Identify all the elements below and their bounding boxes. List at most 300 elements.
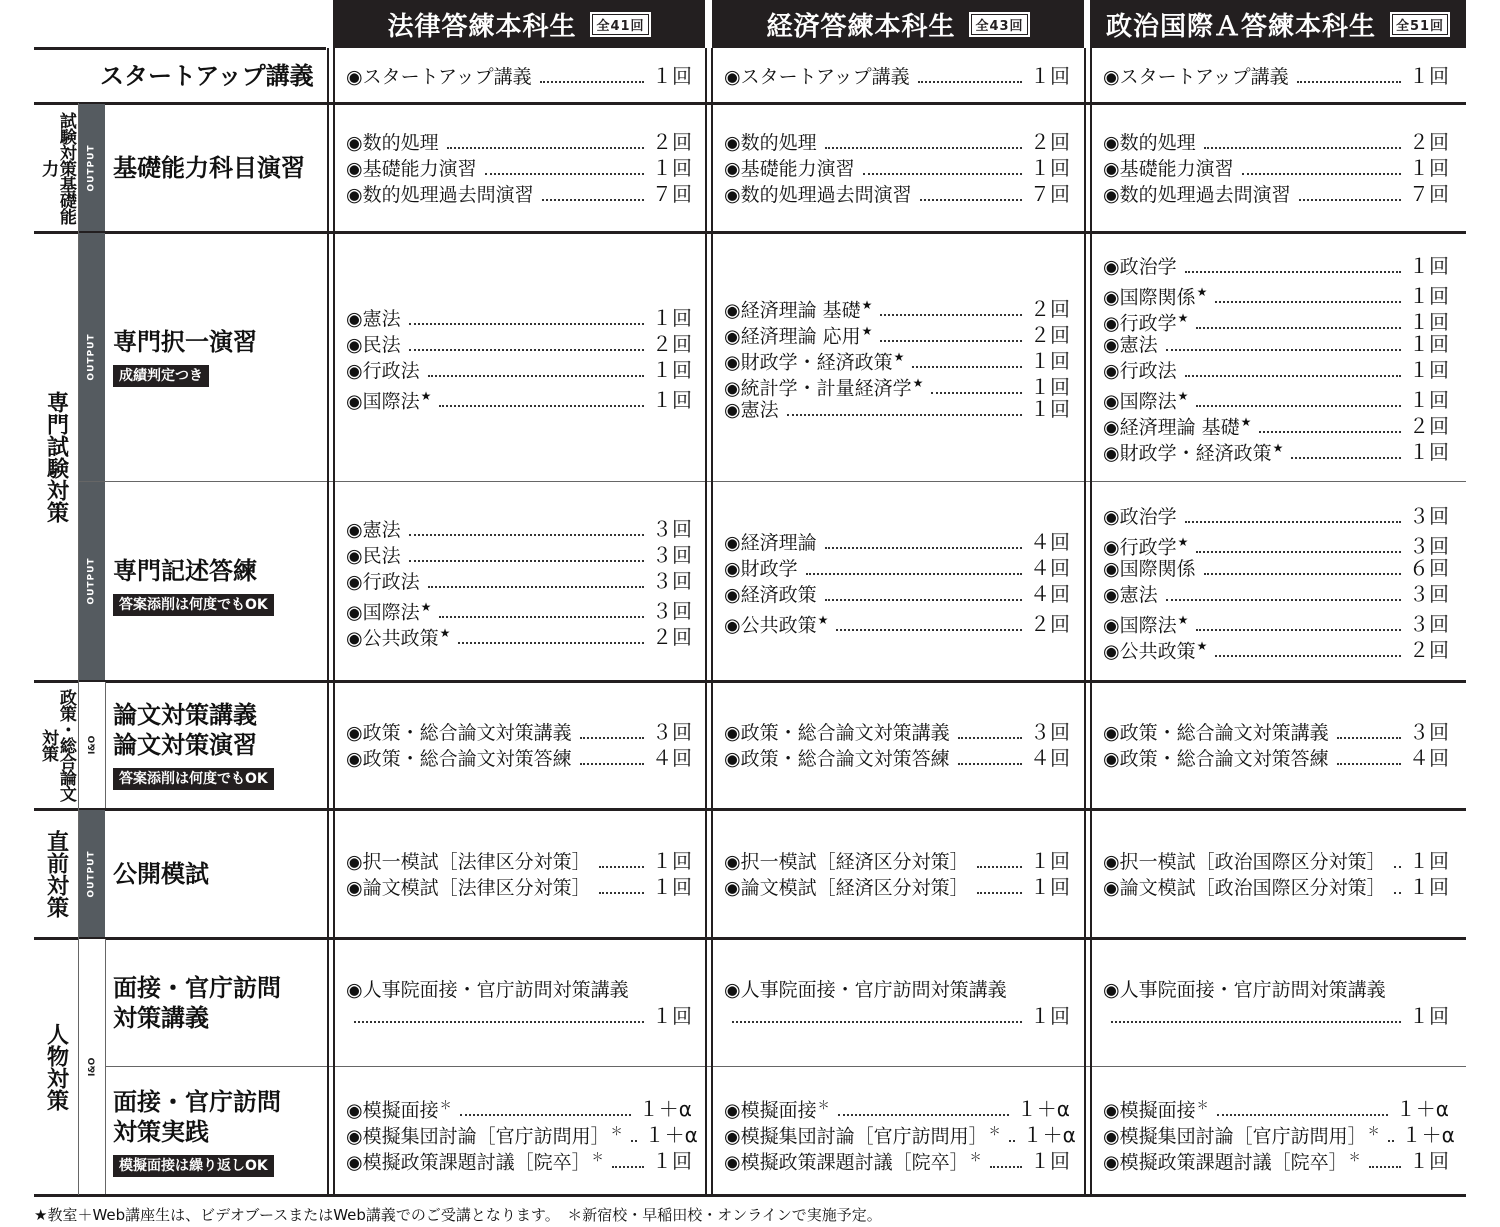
leader-dots (580, 737, 644, 739)
course-item-name (724, 875, 969, 901)
course-item-count: １回 (1409, 310, 1449, 335)
footnote-mark: ★ (817, 613, 829, 627)
header-law (333, 0, 705, 48)
leader-dots (1369, 1166, 1401, 1168)
leader-dots (732, 1021, 1022, 1023)
course-item-label: ◉基礎能力演習 (724, 157, 855, 180)
course-item-count: １回 (652, 155, 692, 180)
course-item (1103, 181, 1449, 207)
course-item (1103, 383, 1449, 413)
course-item-label: ◉国際法 (346, 601, 420, 624)
leader-dots (880, 314, 1022, 316)
leader-dots (409, 534, 644, 536)
course-item-name (1103, 504, 1177, 530)
course-item-label: ◉政治学 (1103, 256, 1177, 278)
leader-dots (787, 414, 1022, 416)
rule (78, 1066, 1466, 1067)
course-item-label: ◉公共政策 (346, 627, 439, 650)
leader-dots (1215, 655, 1401, 657)
leader-dots (958, 737, 1022, 739)
course-item-name (724, 746, 950, 772)
leader-dots (912, 366, 1022, 368)
course-item-name (346, 875, 591, 901)
course-cell-kiso (346, 105, 692, 230)
course-item (346, 1118, 698, 1147)
course-item-name (346, 746, 572, 772)
course-item (724, 1003, 1070, 1029)
leader-dots (1259, 431, 1401, 433)
leader-dots (460, 1114, 631, 1116)
course-item-label: ◉模擬政策課題討議［院卒］ (724, 1150, 969, 1173)
course-item (724, 529, 1070, 555)
leader-dots (542, 199, 644, 201)
footnote-mark: ★ (1177, 535, 1189, 549)
course-item (346, 63, 692, 89)
footnote-mark: ＊ (988, 1123, 1001, 1138)
course-item-name (724, 130, 817, 156)
course-item-count: １＋α (638, 1096, 692, 1121)
course-cell-takuitsu (1103, 234, 1449, 480)
io-strip: I&O (79, 682, 106, 808)
course-cell-kijutsu (1103, 483, 1449, 679)
course-item-name: ◉人事院面接・官庁訪問対策講義 (1103, 979, 1386, 1001)
course-item-label: ◉模擬集団討論［官庁訪問用］ (724, 1124, 988, 1147)
course-item-count: １回 (1409, 254, 1449, 278)
leader-dots (825, 599, 1022, 601)
course-item (346, 542, 692, 568)
leader-dots (918, 81, 1022, 83)
leader-dots (485, 173, 644, 175)
leader-dots (825, 547, 1022, 549)
row-title-moshi: 公開模試 (113, 860, 209, 888)
course-item-count: １回 (1030, 1004, 1070, 1028)
course-item-label: ◉模擬集団討論［官庁訪問用］ (1103, 1124, 1367, 1147)
course-item-label: ◉憲法 (1103, 334, 1158, 356)
course-item-name (724, 156, 855, 182)
course-item-label: ◉論文模試［政治国際区分対策］ (1103, 876, 1386, 899)
course-item-label: ◉財政学・経済政策 (1103, 442, 1272, 465)
course-item-label: ◉基礎能力演習 (1103, 157, 1234, 180)
course-item-count: ３回 (652, 543, 692, 567)
leader-dots (1196, 551, 1401, 553)
group-label-senmon: 専門試験対策 (43, 390, 69, 523)
row-title-mensetsu-lec (113, 973, 281, 1033)
course-cell-kiso (724, 105, 1070, 230)
course-item-name (346, 156, 477, 182)
course-item-label: ◉スタートアップ講義 (346, 65, 532, 88)
course-item (1103, 409, 1449, 439)
course-item-count: ２回 (1030, 612, 1070, 637)
course-item-count: １回 (1409, 388, 1449, 413)
leader-dots (1196, 327, 1401, 329)
row-tag: 成績判定つき (113, 365, 209, 387)
course-item-count: １回 (652, 63, 692, 88)
leader-dots (428, 586, 644, 588)
footnote-mark: ★ (420, 600, 432, 614)
output-strip: OUTPUT (79, 233, 105, 481)
footnote: ★教室＋Web講座生は、ビデオブースまたはWeb講義でのご受講となります。 ＊新宿校・早稲田校・オンラインで実施予定。 (34, 1206, 882, 1224)
course-item-count: ２回 (652, 129, 692, 154)
footnote-mark: ＊ (610, 1123, 623, 1138)
course-item-count: １回 (1030, 874, 1070, 899)
course-item-name (346, 620, 450, 651)
footnote-mark: ★ (1177, 389, 1189, 403)
course-item (724, 155, 1070, 181)
output-strip: OUTPUT (79, 810, 105, 937)
course-item (724, 719, 1070, 745)
footnote-mark: ★ (893, 350, 905, 364)
course-item (346, 848, 692, 874)
course-cell-moshi (1103, 811, 1449, 936)
footnote-mark: ★ (861, 298, 873, 312)
course-item-name (1103, 582, 1158, 608)
course-item-name (346, 849, 591, 875)
course-item (724, 181, 1070, 207)
leader-dots (1196, 629, 1401, 631)
row-title-text: 論文対策講義 (113, 701, 257, 729)
course-item-label: ◉経済理論 基礎 (1103, 416, 1240, 439)
course-item (724, 63, 1070, 89)
course-item-count: ３回 (1409, 534, 1449, 559)
course-item-count: １＋α (1395, 1096, 1449, 1121)
header-badge: 全43回 (969, 12, 1029, 37)
footnote-mark: ＊ (439, 1097, 452, 1112)
course-item-name (1103, 849, 1386, 875)
output-strip: OUTPUT (79, 104, 105, 231)
course-item-name (1103, 720, 1329, 746)
row-title-kijutsu (113, 556, 274, 616)
course-item (1103, 63, 1449, 89)
course-item-label: ◉択一模試［経済区分対策］ (724, 850, 969, 873)
course-item-label: ◉基礎能力演習 (346, 157, 477, 180)
course-item (1103, 1118, 1455, 1147)
course-item-count: １回 (1409, 155, 1449, 180)
course-item-count: １回 (1409, 63, 1449, 88)
course-item-label: ◉行政法 (1103, 360, 1177, 382)
course-item (724, 1144, 1070, 1173)
course-item (724, 745, 1070, 771)
footnote-mark: ★ (1177, 613, 1189, 627)
leader-dots (458, 642, 644, 644)
course-item-label: ◉財政学・経済政策 (724, 351, 893, 374)
leader-dots (354, 1021, 644, 1023)
course-cell-moshi (346, 811, 692, 936)
course-item-count: ３回 (1409, 504, 1449, 528)
row-title-text: 対策講義 (113, 1004, 209, 1032)
footnote-mark: ★ (1196, 285, 1208, 299)
course-item-label: ◉模擬政策課題討議［院卒］ (1103, 1150, 1348, 1173)
course-item (1103, 607, 1449, 637)
course-item-count: １回 (1030, 63, 1070, 88)
course-item (1103, 529, 1449, 559)
course-item-count: ４回 (1030, 556, 1070, 580)
output-strip: OUTPUT (79, 482, 105, 680)
course-item-name: ◉人事院面接・官庁訪問対策講義 (724, 979, 1007, 1001)
leader-dots (612, 1166, 644, 1168)
course-item (1103, 1092, 1449, 1121)
course-item-name (1103, 556, 1196, 582)
course-cell-mensetsu-lec (346, 940, 692, 1065)
leader-dots (1291, 457, 1401, 459)
course-item-name (1103, 182, 1291, 208)
course-item-count: ６回 (1409, 556, 1449, 580)
course-item-label: ◉経済理論 応用 (724, 325, 861, 348)
course-item-label: ◉論文模試［経済区分対策］ (724, 876, 969, 899)
course-item-label: ◉択一模試［政治国際区分対策］ (1103, 850, 1386, 873)
leader-dots (863, 173, 1022, 175)
course-item-count: ４回 (1030, 582, 1070, 606)
footnote-mark: ★ (1177, 311, 1189, 325)
course-item (724, 555, 1070, 581)
course-item (724, 370, 1070, 400)
course-item-name (346, 543, 401, 569)
course-item-count: ７回 (1409, 181, 1449, 206)
course-item-label: ◉模擬面接 (346, 1098, 439, 1121)
course-item-count: １回 (1409, 1148, 1449, 1173)
course-item-label: ◉模擬面接 (1103, 1098, 1196, 1121)
course-item-name (1103, 254, 1177, 280)
rule (78, 481, 1466, 482)
course-item-name (346, 358, 420, 384)
course-item-name (346, 182, 534, 208)
course-item-count: ３回 (1409, 612, 1449, 637)
course-item (1103, 745, 1449, 771)
course-item-name (1103, 156, 1234, 182)
course-item-count: ３回 (652, 517, 692, 541)
leader-dots (1166, 599, 1401, 601)
course-item (1103, 633, 1449, 663)
leader-dots (1297, 81, 1401, 83)
course-item-label: ◉政治学 (1103, 506, 1177, 528)
leader-dots (838, 1114, 1009, 1116)
course-item (346, 568, 692, 594)
course-item-count: １回 (652, 1148, 692, 1173)
course-item-label: ◉数的処理 (724, 131, 817, 154)
course-item-count: ２回 (1030, 297, 1070, 322)
course-item (1103, 1144, 1449, 1173)
course-item-name (724, 607, 828, 638)
course-item-label: ◉公共政策 (1103, 640, 1196, 663)
course-item-name (724, 530, 817, 556)
course-item-name (346, 332, 401, 358)
course-item (724, 318, 1070, 348)
course-item (724, 396, 1070, 422)
course-cell-startup (724, 50, 1070, 101)
footnote-mark: ★ (1272, 441, 1284, 455)
course-item (1103, 155, 1449, 181)
course-item-name (346, 306, 401, 332)
course-item-name (346, 1144, 604, 1175)
leader-dots (1111, 1021, 1401, 1023)
course-item-count: ２回 (1409, 129, 1449, 154)
leader-dots (1215, 301, 1401, 303)
course-item (1103, 581, 1449, 607)
course-item-label: ◉国際法 (346, 390, 420, 413)
course-item-count: １回 (652, 358, 692, 382)
leader-dots (599, 866, 644, 868)
course-item-count: ４回 (1030, 746, 1070, 770)
course-item-count: ４回 (1409, 746, 1449, 770)
row-title-ronbun (113, 700, 274, 790)
footnote-mark: ＊ (817, 1097, 830, 1112)
course-item-name (724, 849, 969, 875)
course-item (346, 129, 692, 155)
row-title-text: 対策実践 (113, 1118, 209, 1146)
course-item (724, 874, 1070, 900)
course-item (1103, 848, 1449, 874)
row-title-kiso: 基礎能力科目演習 (113, 154, 305, 182)
course-item-name (1103, 332, 1158, 358)
course-item-label: ◉模擬集団討論［官庁訪問用］ (346, 1124, 610, 1147)
group-label-chokuzen: 直前対策 (43, 829, 69, 918)
course-item-label: ◉財政学 (724, 558, 798, 580)
course-item-count: １回 (652, 848, 692, 873)
group-label-ronbun: 政策・総合論文対策 (38, 689, 76, 801)
course-item-count: ２回 (1409, 638, 1449, 663)
course-item (346, 874, 692, 900)
course-item (346, 1144, 692, 1173)
course-item (346, 745, 692, 771)
course-item (1103, 305, 1449, 335)
leader-dots (409, 349, 644, 351)
header-economics (712, 0, 1084, 48)
leader-dots (990, 1166, 1022, 1168)
course-item-count: １＋α (1401, 1122, 1455, 1147)
course-item-label: ◉国際関係 (1103, 558, 1196, 580)
course-item (724, 848, 1070, 874)
course-item-count: １回 (1030, 848, 1070, 873)
course-item-name (346, 517, 401, 543)
course-item-label: ◉経済理論 基礎 (724, 299, 861, 322)
footnote-mark: ＊ (969, 1149, 982, 1164)
course-item-label: ◉行政法 (346, 360, 420, 382)
leader-dots (631, 1140, 637, 1142)
course-item (1103, 555, 1449, 581)
course-item-name (346, 569, 420, 595)
header-badge: 全41回 (590, 12, 650, 37)
row-title-takuitsu (113, 327, 257, 387)
course-item-label: ◉国際関係 (1103, 286, 1196, 309)
leader-dots (1394, 866, 1401, 868)
course-item (1103, 253, 1449, 279)
row-title-text: 面接・官庁訪問 (113, 974, 281, 1002)
course-item (724, 1118, 1076, 1147)
leader-dots (880, 340, 1022, 342)
course-item-count: ３回 (652, 599, 692, 624)
leader-dots (439, 616, 644, 618)
course-item-name (346, 720, 572, 746)
course-item-count: ４回 (1030, 530, 1070, 554)
leader-dots (1196, 405, 1401, 407)
course-cell-startup (346, 50, 692, 101)
header-politics (1090, 0, 1466, 48)
course-item-name (1103, 435, 1283, 466)
course-item-count: １＋α (1016, 1096, 1070, 1121)
column-divider (1090, 48, 1092, 1195)
course-item-label: ◉数的処理 (1103, 131, 1196, 154)
course-item-label: ◉スタートアップ講義 (1103, 65, 1289, 88)
course-cell-startup (1103, 50, 1449, 101)
leader-dots (540, 81, 644, 83)
row-tag: 模擬面接は繰り返しOK (113, 1155, 274, 1177)
leader-dots (1009, 1140, 1015, 1142)
course-item-count: ３回 (1030, 720, 1070, 744)
course-item-count: ４回 (652, 746, 692, 770)
course-item-name (724, 720, 950, 746)
course-item (346, 305, 692, 331)
course-item-label: ◉数的処理過去問演習 (724, 183, 912, 206)
course-item-label: ◉行政法 (346, 571, 420, 593)
course-item-count: １回 (652, 1004, 692, 1028)
course-item (1103, 279, 1449, 309)
course-item-label: ◉数的処理過去問演習 (1103, 183, 1291, 206)
footnote-mark: ＊ (1348, 1149, 1361, 1164)
course-item-count: ２回 (652, 625, 692, 650)
row-title-text: 論文対策演習 (113, 731, 257, 759)
column-divider (1084, 48, 1086, 1195)
leader-dots (1337, 763, 1401, 765)
course-item-count: ３回 (1409, 582, 1449, 606)
leader-dots (1337, 737, 1401, 739)
course-item-label: ◉模擬政策課題討議［院卒］ (346, 1150, 591, 1173)
course-item-name (1103, 1144, 1361, 1175)
course-item-name (1103, 130, 1196, 156)
leader-dots (1204, 147, 1401, 149)
row-tag: 答案添削は何度でもOK (113, 594, 274, 616)
course-item-name (1103, 875, 1386, 901)
course-item-count: １回 (1030, 155, 1070, 180)
course-item-count: １回 (1409, 874, 1449, 899)
course-item-name (724, 182, 912, 208)
course-item-label: ◉民法 (346, 334, 401, 356)
footnote-mark: ★ (1196, 639, 1208, 653)
course-item-name (346, 64, 532, 90)
leader-dots (977, 892, 1022, 894)
course-item-count: ２回 (1409, 414, 1449, 439)
header-badge: 全51回 (1390, 12, 1450, 37)
course-item (1103, 874, 1449, 900)
course-cell-kijutsu (346, 483, 692, 679)
leader-dots (1299, 199, 1401, 201)
course-item-label: ◉民法 (346, 545, 401, 567)
course-item-name (346, 130, 439, 156)
leader-dots (1185, 375, 1401, 377)
column-divider (327, 48, 329, 1195)
course-item-name (724, 64, 910, 90)
course-item-count: １回 (1030, 397, 1070, 421)
leader-dots (409, 323, 644, 325)
leader-dots (439, 405, 644, 407)
leader-dots (580, 763, 644, 765)
course-item-label: ◉統計学・計量経済学 (724, 377, 912, 400)
course-item-label: ◉政策・総合論文対策答練 (724, 748, 950, 770)
leader-dots (1388, 1140, 1394, 1142)
course-item-label: ◉憲法 (1103, 584, 1158, 606)
course-cell-ronbun (346, 683, 692, 807)
course-item (1103, 503, 1449, 529)
course-item-label: ◉政策・総合論文対策講義 (346, 722, 572, 744)
column-divider (705, 48, 707, 1195)
course-item (724, 1092, 1070, 1121)
course-item-label: ◉行政学 (1103, 536, 1177, 559)
course-item-name (1103, 64, 1289, 90)
course-item (346, 594, 692, 624)
leader-dots (931, 392, 1022, 394)
footnote-mark: ＊ (1196, 1097, 1209, 1112)
course-item (346, 331, 692, 357)
course-item-label: ◉憲法 (346, 308, 401, 330)
footnote-mark: ★ (420, 389, 432, 403)
